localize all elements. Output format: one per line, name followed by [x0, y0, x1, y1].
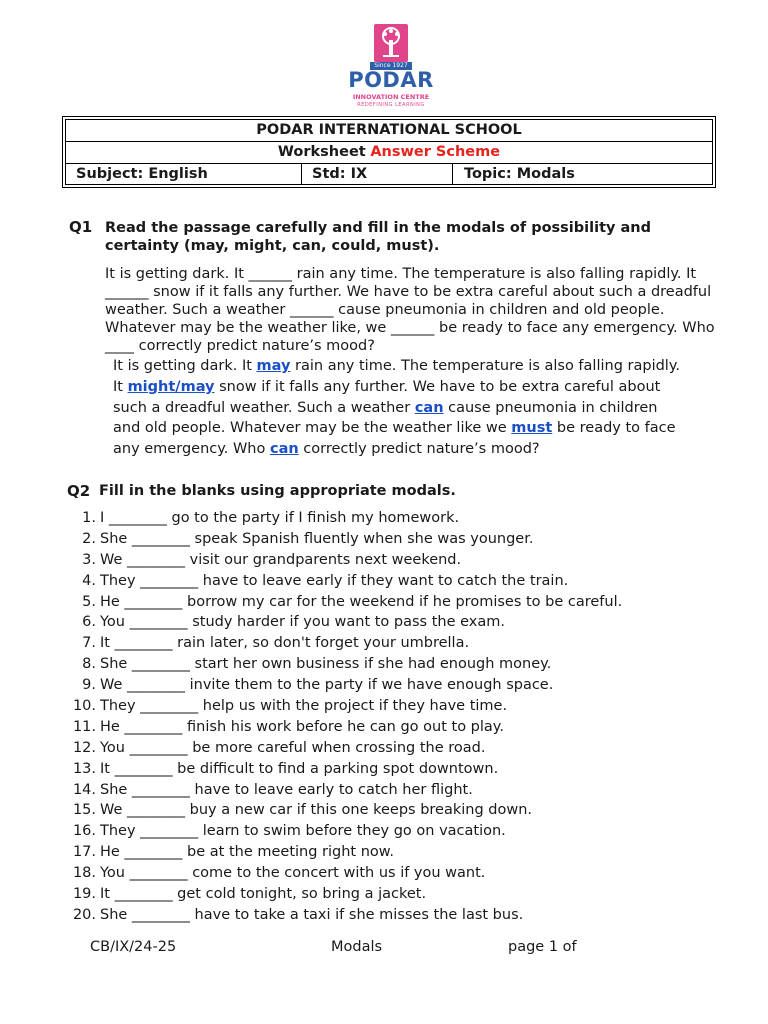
- q1-number: Q1: [69, 218, 93, 236]
- item-text: He ________ be at the meeting right now.: [100, 844, 394, 861]
- answer-line: such a dreadful weather. Such a weather can cause pneumonia in children: [113, 399, 658, 416]
- tree-icon: [374, 24, 408, 62]
- answer-4: must: [511, 420, 553, 437]
- list-item: [72, 759, 622, 780]
- logo-tagline: REDEFINING LEARNING: [357, 102, 425, 108]
- item-number: 7.: [82, 635, 96, 652]
- topic-cell: Topic: Modals: [464, 166, 575, 182]
- item-number: 5.: [82, 593, 96, 610]
- list-item: [72, 842, 622, 863]
- list-item: [82, 571, 622, 592]
- item-text: They ________ learn to swim before they go on vacation.: [100, 823, 506, 840]
- item-text: We ________ visit our grandparents next weekend.: [100, 551, 462, 568]
- answer-3: can: [414, 399, 444, 416]
- q2-list: [72, 508, 623, 926]
- answer-1: may: [256, 358, 291, 374]
- logo-since: Since 1927: [370, 62, 412, 70]
- item-text: You ________ be more careful when crossing the road.: [100, 739, 486, 756]
- item-number: 10.: [72, 698, 96, 715]
- item-text: He ________ borrow my car for the weekend if he promises to be careful.: [100, 593, 623, 610]
- item-number: 20.: [72, 906, 96, 923]
- q1-passage: It is getting dark. It ______ rain any time. The temperature is also falling rapidly. It ______ snow if it falls any further. We have to be extra careful about such a dreadful weather. Such a weather ______ cause pneumonia in children and old people. Whatever may be the weather like, we ______ be ready to face any emergency. Who ____ correctly predict nature’s mood?: [105, 266, 715, 354]
- list-item: [82, 654, 622, 675]
- q1-instruction: Read the passage carefully and fill in the modals of possibility and certainty (may, might, can, could, must).: [105, 220, 651, 254]
- item-number: 14.: [72, 781, 96, 798]
- list-item: [72, 821, 622, 842]
- list-item: [82, 675, 622, 696]
- item-number: 3.: [82, 551, 96, 568]
- item-number: 4.: [82, 572, 96, 589]
- list-item: [72, 905, 622, 926]
- item-number: 8.: [82, 656, 96, 673]
- list-item: [82, 529, 622, 550]
- item-number: 1.: [82, 510, 96, 526]
- list-item: [82, 612, 622, 633]
- list-item: [82, 592, 623, 613]
- answer-line: It might/may snow if it falls any further. We have to be extra careful about: [113, 378, 661, 395]
- footer-page: page 1 of: [508, 939, 577, 955]
- item-text: They ________ help us with the project if they have time.: [100, 698, 508, 715]
- item-text: He ________ finish his work before he can go out to play.: [100, 718, 504, 735]
- item-text: They ________ have to leave early if they want to catch the train.: [100, 572, 569, 589]
- list-item: [82, 550, 622, 571]
- worksheet-title: [66, 142, 712, 164]
- item-text: It ________ be difficult to find a parking spot downtown.: [100, 760, 499, 777]
- item-text: She ________ have to leave early to catch her flight.: [100, 781, 473, 798]
- logo-subtitle: INNOVATION CENTRE: [352, 93, 430, 101]
- footer-title: Modals: [331, 939, 383, 955]
- item-text: She ________ speak Spanish fluently when she was younger.: [100, 530, 534, 547]
- list-item: [72, 780, 622, 801]
- item-text: We ________ buy a new car if this one keeps breaking down.: [100, 802, 533, 819]
- answer-scheme-label: Answer Scheme: [370, 144, 501, 160]
- std-cell: Std: IX: [302, 164, 453, 185]
- list-item: [72, 696, 622, 717]
- item-number: 17.: [72, 844, 96, 861]
- subject-cell: Subject: English: [66, 164, 302, 185]
- item-text: We ________ invite them to the party if we have enough space.: [100, 677, 554, 694]
- item-number: 16.: [72, 823, 96, 840]
- item-text: She ________ start her own business if she had enough money.: [100, 656, 552, 673]
- school-name: PODAR INTERNATIONAL SCHOOL: [66, 120, 712, 142]
- answer-line: It is getting dark. It may rain any time. The temperature is also falling rapidly.: [113, 358, 680, 374]
- item-text: I ________ go to the party if I finish my homework.: [100, 510, 460, 526]
- list-item: [82, 508, 622, 529]
- list-item: [72, 738, 622, 759]
- worksheet-label: Worksheet: [277, 144, 366, 160]
- list-item: [82, 633, 622, 654]
- list-item: [72, 884, 622, 905]
- answer-line: any emergency. Who can correctly predict nature’s mood?: [113, 441, 540, 458]
- answer-2: might/may: [127, 378, 215, 395]
- item-number: 2.: [82, 530, 96, 547]
- item-text: You ________ study harder if you want to pass the exam.: [100, 614, 505, 631]
- item-number: 13.: [72, 760, 96, 777]
- header-info-row: [66, 164, 712, 185]
- item-number: 18.: [72, 865, 96, 882]
- item-number: 11.: [72, 718, 96, 735]
- item-text: You ________ come to the concert with us if you want.: [100, 865, 486, 882]
- list-item: [72, 717, 622, 738]
- item-text: She ________ have to take a taxi if she misses the last bus.: [100, 906, 524, 923]
- item-number: 15.: [72, 802, 96, 819]
- item-number: 12.: [72, 739, 96, 756]
- item-number: 6.: [82, 614, 96, 631]
- q2-number: Q2: [67, 482, 91, 500]
- answer-line: and old people. Whatever may be the weather like we must be ready to face: [113, 420, 676, 437]
- list-item: [72, 863, 622, 884]
- answer-5: can: [269, 441, 299, 458]
- header-table: [62, 116, 716, 188]
- item-text: It ________ get cold tonight, so bring a jacket.: [100, 886, 427, 903]
- q1-answer-passage: [113, 356, 733, 460]
- footer-code: CB/IX/24-25: [90, 939, 177, 955]
- item-number: 9.: [82, 677, 96, 694]
- list-item: [72, 800, 622, 821]
- logo-name: PODAR: [348, 68, 434, 92]
- q2-instruction: Fill in the blanks using appropriate modals.: [99, 483, 456, 499]
- item-number: 19.: [72, 886, 96, 903]
- school-logo: [343, 18, 439, 108]
- item-text: It ________ rain later, so don't forget your umbrella.: [100, 635, 470, 652]
